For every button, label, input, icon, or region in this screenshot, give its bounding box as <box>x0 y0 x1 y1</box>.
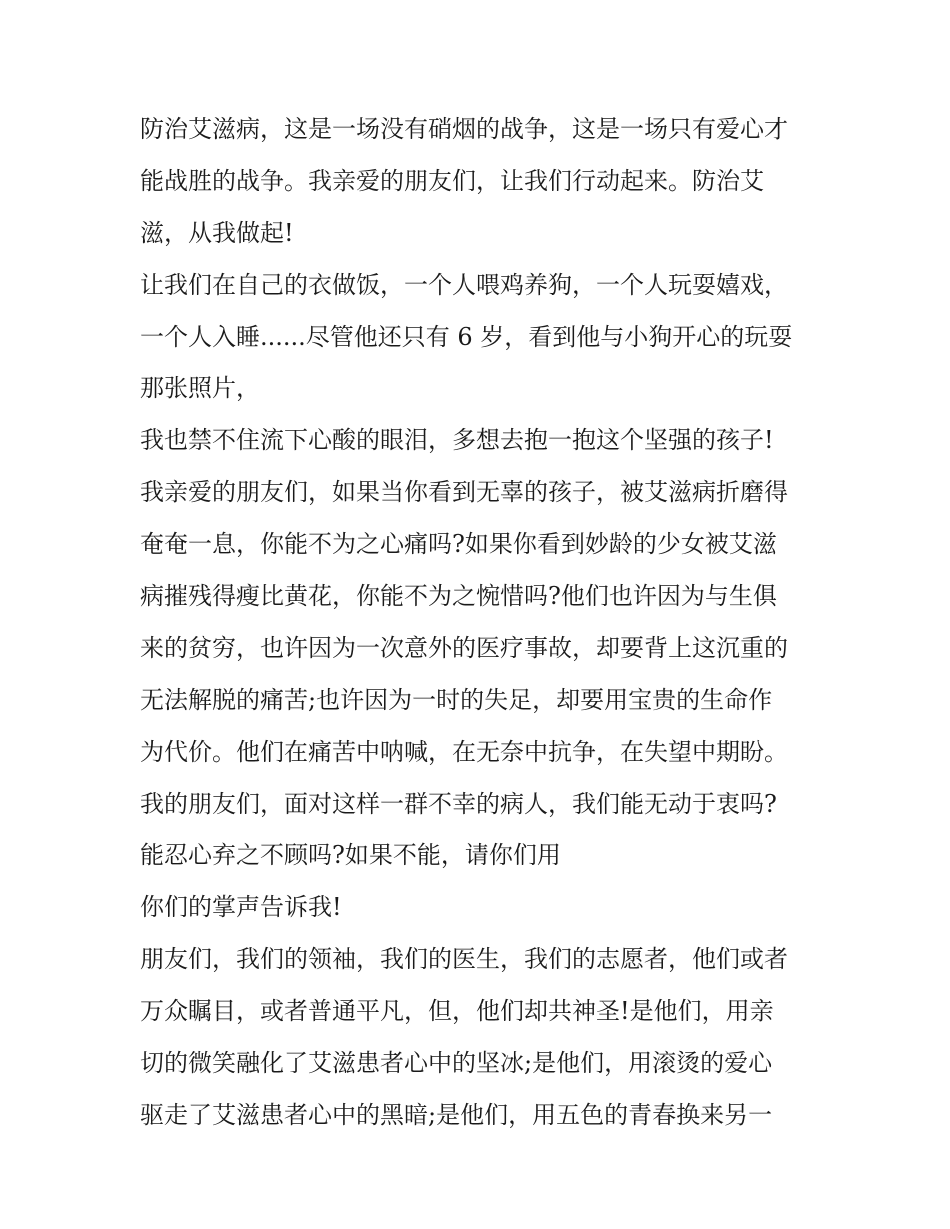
text-line: 驱走了艾滋患者心中的黑暗;是他们，用五色的青春换来另一 <box>140 1100 773 1129</box>
text-line: 防治艾滋病，这是一场没有硝烟的战争，这是一场只有爱心才 <box>140 115 788 143</box>
text-line: 来的贫穷，也许因为一次意外的医疗事故，却要背上这沉重的 <box>140 633 788 662</box>
text-line: 我亲爱的朋友们，如果当你看到无辜的孩子，被艾滋病折磨得 <box>140 478 788 507</box>
text-line: 你们的掌声告诉我! <box>140 893 342 922</box>
text-line: 无法解脱的痛苦;也许因为一时的失足，却要用宝贵的生命作 <box>140 685 773 714</box>
text-line: 万众瞩目，或者普通平凡，但，他们却共神圣!是他们，用亲 <box>140 997 774 1026</box>
text-line: 为代价。他们在痛苦中呐喊，在无奈中抗争，在失望中期盼。 <box>140 737 788 766</box>
text-line: 能忍心弃之不顾吗?如果不能，请你们用 <box>140 841 561 870</box>
text-line: 那张照片， <box>140 374 260 403</box>
text-line: 能战胜的战争。我亲爱的朋友们，让我们行动起来。防治艾 <box>140 166 764 195</box>
text-line: 奄奄一息，你能不为之心痛吗?如果你看到妙龄的少女被艾滋 <box>140 530 777 559</box>
text-line: 我的朋友们，面对这样一群不幸的病人，我们能无动于衷吗? <box>140 789 777 818</box>
text-line: 朋友们，我们的领袖，我们的医生，我们的志愿者，他们或者 <box>140 945 788 974</box>
text-line: 切的微笑融化了艾滋患者心中的坚冰;是他们，用滚烫的爱心 <box>140 1049 773 1078</box>
text-line: 一个人入睡......尽管他还只有 6 岁，看到他与小狗开心的玩耍 <box>140 322 793 351</box>
text-line: 我也禁不住流下心酸的眼泪，多想去抱一抱这个坚强的孩子! <box>140 426 774 455</box>
text-line: 病摧残得瘦比黄花，你能不为之惋惜吗?他们也许因为与生俱 <box>140 582 777 611</box>
text-line: 让我们在自己的衣做饭，一个人喂鸡养狗，一个人玩耍嬉戏， <box>140 270 788 299</box>
document-body <box>140 104 820 1142</box>
text-line: 滋，从我做起! <box>140 218 294 247</box>
